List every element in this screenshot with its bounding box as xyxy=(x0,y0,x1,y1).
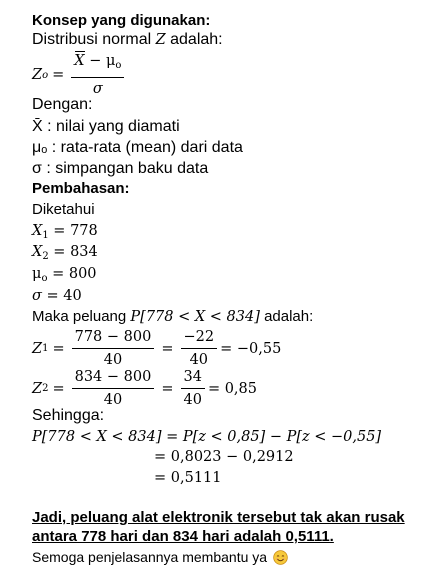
intro-variable: Z xyxy=(155,32,166,48)
z1-equation: Z 1 = $\frac{778 - 800}{40}$ = $\frac{-22}{40}$ = −0,55 xyxy=(32,329,282,368)
dengan-label: Dengan: xyxy=(32,96,93,113)
formula-lhs-sub: o xyxy=(42,69,49,81)
given-x1: $X_1 = 778$ xyxy=(32,223,98,241)
def-mu: μₒ : rata-rata (mean) dari data xyxy=(32,139,243,156)
maka-expression: P[778 < X < 834] xyxy=(130,309,260,325)
conclusion-line-2: antara 778 hari dan 834 hari adalah 0,5111. xyxy=(32,528,334,545)
calc-line-2: = 0,8023 − 0,2912 xyxy=(154,449,294,465)
closing-line: Semoga penjelasannya membantu ya xyxy=(32,548,288,566)
given-sigma: σ = 40 xyxy=(32,288,82,304)
calc-line-3: = 0,5111 xyxy=(154,470,222,486)
z2-result: = 0,85 xyxy=(207,380,257,397)
intro-line xyxy=(32,31,223,49)
given-x2: $X_2 = 834$ xyxy=(32,244,98,262)
z1-result: = −0,55 xyxy=(220,340,282,357)
heading-konsep: Konsep yang digunakan: xyxy=(32,12,211,29)
formula-fraction: $\frac{X - \mu_o}{\sigma}$ xyxy=(71,52,124,98)
z2-equation: Z 2 = $\frac{834 - 800}{40}$ = $\frac{34}{40}$ = 0,85 xyxy=(32,369,257,408)
formula-mu: μ xyxy=(105,53,116,69)
def-sigma: σ : simpangan baku data xyxy=(32,160,209,177)
smiling-face-icon xyxy=(273,550,288,565)
maka-line: Maka peluang P[778 < X < 834] adalah: xyxy=(32,308,314,325)
def-xbar: X̄ : nilai yang diamati xyxy=(32,118,180,135)
z-formula: Z o = $\frac{X - \mu_o}{\sigma}$ xyxy=(32,52,127,98)
formula-xbar: X xyxy=(74,53,85,69)
conclusion-line-1: Jadi, peluang alat elektronik tersebut tak akan rusak xyxy=(32,509,405,526)
intro-text: Distribusi normal xyxy=(32,31,152,48)
heading-pembahasan: Pembahasan: xyxy=(32,180,130,197)
diketahui-label: Diketahui xyxy=(32,201,95,218)
calc-line-1: P[778 < X < 834] = P[z < 0,85] − P[z < −0,55] xyxy=(32,429,382,445)
formula-sigma: σ xyxy=(92,81,103,97)
formula-lhs: Z xyxy=(32,67,43,83)
intro-tail: adalah: xyxy=(170,31,223,48)
sehingga-label: Sehingga: xyxy=(32,407,105,424)
given-mu: $\mu_o = 800$ xyxy=(32,266,97,284)
